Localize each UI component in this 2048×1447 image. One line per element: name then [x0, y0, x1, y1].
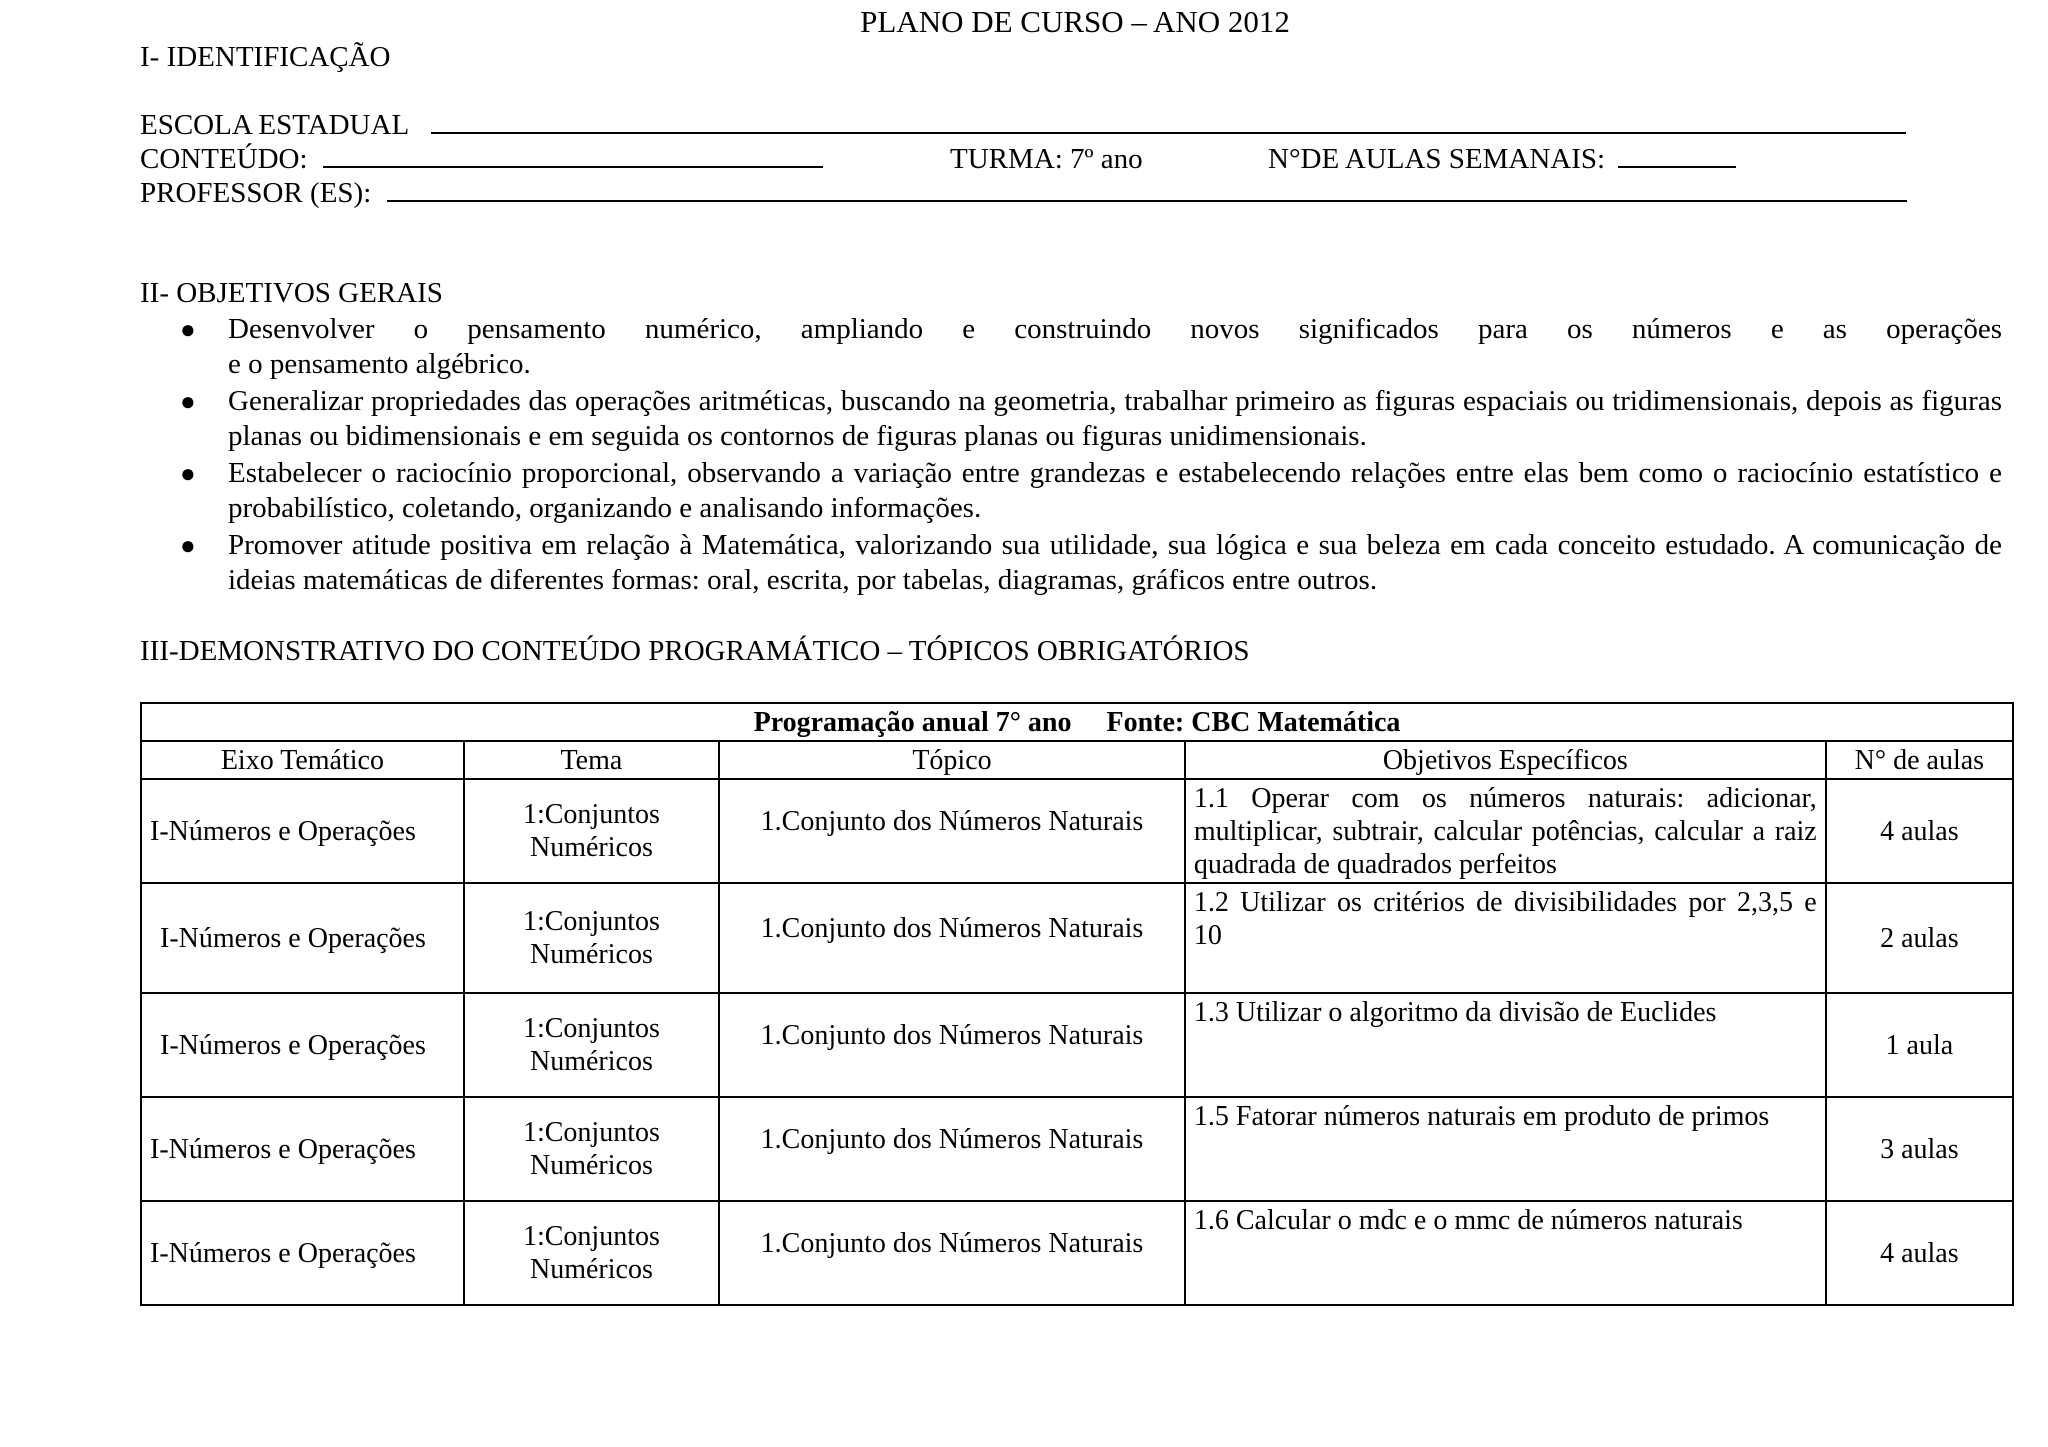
- teacher-label: PROFESSOR (ES):: [140, 177, 372, 209]
- cell-tema-line1: 1:Conjuntos: [522, 799, 660, 830]
- table-caption-row: [141, 703, 2013, 741]
- school-field[interactable]: [431, 108, 1906, 134]
- objectives-heading: II- OBJETIVOS GERAIS: [140, 277, 443, 309]
- cell-topico-text: 1.Conjunto dos Números Naturais: [760, 1227, 1144, 1259]
- teacher-field[interactable]: [387, 176, 1907, 202]
- cell-tema-line2: Numéricos: [530, 832, 653, 863]
- cell-tema-line2: Numéricos: [530, 1046, 653, 1077]
- cell-topico-text: 1.Conjunto dos Números Naturais: [760, 1019, 1144, 1051]
- cell-objetivo: 1.3 Utilizar o algoritmo da divisão de Euclides: [1185, 993, 1826, 1097]
- cell-objetivo: 1.6 Calcular o mdc e o mmc de números naturais: [1185, 1201, 1826, 1305]
- cell-aulas: 4 aulas: [1826, 1201, 2013, 1305]
- cell-tema: [464, 779, 719, 883]
- cell-topico-text: 1.Conjunto dos Números Naturais: [760, 805, 1144, 837]
- cell-eixo: I-Números e Operações: [141, 1097, 464, 1201]
- program-heading: III-DEMONSTRATIVO DO CONTEÚDO PROGRAMÁTICO – TÓPICOS OBRIGATÓRIOS: [140, 635, 1250, 667]
- identification-heading: I- IDENTIFICAÇÃO: [140, 41, 391, 73]
- cell-topico: [719, 1201, 1185, 1305]
- cell-aulas: 4 aulas: [1826, 779, 2013, 883]
- table-row: [141, 779, 2013, 883]
- weekly-classes-label: N°DE AULAS SEMANAIS:: [1268, 143, 1606, 175]
- cell-tema-line2: Numéricos: [530, 1150, 653, 1181]
- cell-tema-line1: 1:Conjuntos: [522, 1117, 660, 1148]
- cell-aulas: 3 aulas: [1826, 1097, 2013, 1201]
- table-row: [141, 1201, 2013, 1305]
- cell-objetivo: 1.5 Fatorar números naturais em produto de primos: [1185, 1097, 1826, 1201]
- content-field[interactable]: [323, 142, 823, 168]
- bullet-icon: ●: [180, 315, 196, 344]
- cell-tema-line1: 1:Conjuntos: [522, 1013, 660, 1044]
- cell-tema: [464, 883, 719, 993]
- cell-eixo: I-Números e Operações: [141, 883, 464, 993]
- cell-eixo: I-Números e Operações: [141, 779, 464, 883]
- cell-tema-line1: 1:Conjuntos: [522, 1221, 660, 1252]
- table-row: [141, 993, 2013, 1097]
- objective-text-line2: e o pensamento algébrico.: [228, 348, 531, 380]
- teacher-line: [140, 176, 1907, 210]
- content-line: [140, 142, 2010, 176]
- table-row: [141, 1097, 2013, 1201]
- column-header-tema: Tema: [464, 741, 719, 779]
- objective-item: [140, 528, 2002, 598]
- column-header-objetivos: Objetivos Específicos: [1185, 741, 1826, 779]
- school-line: [140, 108, 1906, 142]
- cell-eixo: I-Números e Operações: [141, 993, 464, 1097]
- program-table: [140, 702, 2014, 1306]
- cell-tema: [464, 1201, 719, 1305]
- column-header-topico: Tópico: [719, 741, 1185, 779]
- cell-topico-text: 1.Conjunto dos Números Naturais: [760, 1123, 1144, 1155]
- cell-aulas: 2 aulas: [1826, 883, 2013, 993]
- bullet-icon: ●: [180, 459, 196, 488]
- bullet-icon: ●: [180, 531, 196, 560]
- objective-text-line1: Desenvolver o pensamento numérico, ampliando e construindo novos significados para os números e as operações: [228, 313, 2002, 345]
- cell-tema: [464, 993, 719, 1097]
- cell-topico: [719, 993, 1185, 1097]
- weekly-classes-field[interactable]: [1618, 142, 1736, 168]
- cell-objetivo: 1.2 Utilizar os critérios de divisibilidades por 2,3,5 e 10: [1185, 883, 1826, 993]
- cell-topico: [719, 779, 1185, 883]
- class-label: TURMA: 7º ano: [950, 143, 1143, 175]
- school-label: ESCOLA ESTADUAL: [140, 109, 409, 141]
- objective-text: Estabelecer o raciocínio proporcional, observando a variação entre grandezas e estabelecendo relações entre elas bem como o raciocínio estatístico e probabilístico, coletando, organizando e analisando informações.: [228, 457, 2002, 524]
- objective-item: [140, 456, 2002, 526]
- column-header-aulas: N° de aulas: [1826, 741, 2013, 779]
- table-row: [141, 883, 2013, 993]
- document-title: PLANO DE CURSO – ANO 2012: [860, 4, 1290, 39]
- objective-item: [140, 384, 2002, 454]
- bullet-icon: ●: [180, 387, 196, 416]
- objectives-list: [140, 312, 2002, 600]
- table-header-row: [141, 741, 2013, 779]
- weekly-classes-group: [1268, 142, 1736, 176]
- cell-topico: [719, 1097, 1185, 1201]
- objective-text: Generalizar propriedades das operações aritméticas, buscando na geometria, trabalhar primeiro as figuras espaciais ou tridimensionais, depois as figuras planas ou bidimensionais e em seguida os contornos de figuras planas ou figuras unidimensionais.: [228, 385, 2002, 452]
- table-caption: Programação anual 7° ano Fonte: CBC Matemática: [141, 703, 2013, 741]
- objective-text: Promover atitude positiva em relação à Matemática, valorizando sua utilidade, sua lógica e sua beleza em cada conceito estudado. A comunicação de ideias matemáticas de diferentes formas: oral, escrita, por tabelas, diagramas, gráficos entre outros.: [228, 529, 2002, 596]
- cell-topico-text: 1.Conjunto dos Números Naturais: [760, 912, 1144, 944]
- content-label: CONTEÚDO:: [140, 143, 308, 175]
- column-header-eixo: Eixo Temático: [141, 741, 464, 779]
- cell-tema: [464, 1097, 719, 1201]
- cell-objetivo: 1.1 Operar com os números naturais: adicionar, multiplicar, subtrair, calcular potências, calcular a raiz quadrada de quadrados perfeitos: [1185, 779, 1826, 883]
- objective-item: [140, 312, 2002, 382]
- cell-tema-line2: Numéricos: [530, 1254, 653, 1285]
- cell-eixo: I-Números e Operações: [141, 1201, 464, 1305]
- cell-topico: [719, 883, 1185, 993]
- cell-aulas: 1 aula: [1826, 993, 2013, 1097]
- cell-tema-line2: Numéricos: [530, 939, 653, 970]
- cell-tema-line1: 1:Conjuntos: [522, 906, 660, 937]
